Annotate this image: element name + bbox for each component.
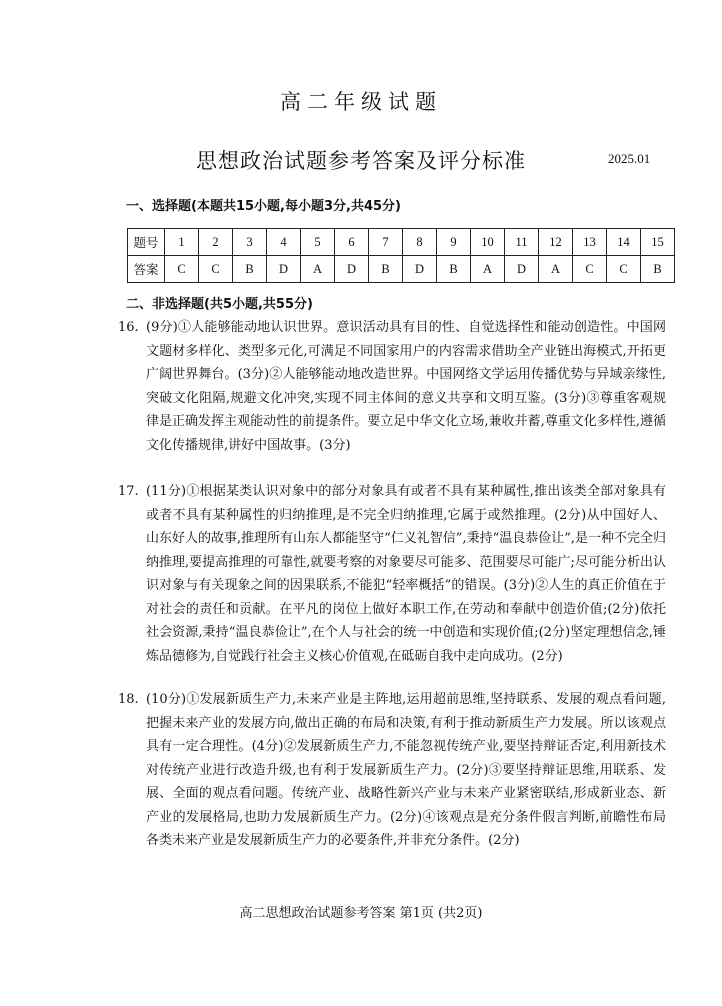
row-label-answers: 答案 [128, 256, 165, 283]
answer-cell: A [471, 256, 505, 283]
section-1-heading: 一、选择题(本题共15小题,每小题3分,共45分) [126, 199, 401, 214]
question-number-cell: 7 [369, 229, 403, 256]
question-18 [118, 688, 666, 853]
question-number-cell: 5 [301, 229, 335, 256]
answer-table [127, 228, 675, 283]
question-number-cell: 8 [403, 229, 437, 256]
question-answer-text: (9分)①人能够能动地认识世界。意识活动具有目的性、自觉选择性和能动创造性。中国网文题材多样化、类型多元化,可满足不同国家用户的内容需求借助全产业链出海模式,开拓更广阔世界舞台。(3分)②人能够能动地改造世界。中国网络文学运用传播优势与异域亲缘性,突破文化阻隔,规避文化冲突,实现不同主体间的意义共享和文明互鉴。(3分)③尊重客观规律是正确发挥主观能动性的前提条件。要立足中华文化立场,兼收并蓄,尊重文化多样性,遵循文化传播规律,讲好中国故事。(3分) [146, 320, 666, 453]
question-number-cell: 9 [437, 229, 471, 256]
section-2-heading: 二、非选择题(共5小题,共55分) [126, 297, 313, 312]
answer-cell: A [301, 256, 335, 283]
document-subtitle: 思想政治试题参考答案及评分标准 [196, 149, 526, 173]
question-number-cell: 3 [233, 229, 267, 256]
answer-cell: D [505, 256, 539, 283]
question-number-cell: 4 [267, 229, 301, 256]
question-number-cell: 13 [573, 229, 607, 256]
question-number: 17. [118, 484, 139, 499]
answer-cell: C [199, 256, 233, 283]
row-label-numbers: 题号 [128, 229, 165, 256]
question-number-cell: 1 [165, 229, 199, 256]
question-16 [118, 316, 666, 457]
page-title: 高二年级试题 [280, 90, 442, 114]
question-number-cell: 11 [505, 229, 539, 256]
question-number-cell: 10 [471, 229, 505, 256]
question-number-cell: 14 [607, 229, 641, 256]
answer-cell: B [369, 256, 403, 283]
answer-cell: D [403, 256, 437, 283]
document-date: 2025.01 [608, 151, 651, 166]
question-17 [118, 480, 666, 668]
question-answer-text: (10分)①发展新质生产力,未来产业是主阵地,运用超前思维,坚持联系、发展的观点看问题,把握未来产业的发展方向,做出正确的布局和决策,有利于推动新质生产力发展。所以该观点具有一定合理性。(4分)②发展新质生产力,不能忽视传统产业,要坚持辩证否定,利用新技术对传统产业进行改造升级,也有利于发展新质生产力。(2分)③要坚持辩证思维,用联系、发展、全面的观点看问题。传统产业、战略性新兴产业与未来产业紧密联结,形成新业态、新产业的发展格局,也助力发展新质生产力。(2分)④该观点是充分条件假言判断,前瞻性布局各类未来产业是发展新质生产力的必要条件,并非充分条件。(2分) [146, 692, 666, 848]
question-number-cell: 12 [539, 229, 573, 256]
answer-cell: D [335, 256, 369, 283]
answer-cell: D [267, 256, 301, 283]
question-answer-text: (11分)①根据某类认识对象中的部分对象具有或者不具有某种属性,推出该类全部对象具有或者不具有某种属性的归纳推理,是不完全归纳推理,它属于或然推理。(2分)从中国好人、山东好人的故事,推理所有山东人都能坚守“仁义礼智信”,秉持“温良恭俭让”,是一种不完全归纳推理,要提高推理的可靠性,就要考察的对象要尽可能多、范围要尽可能广;尽可能分析出认识对象与有关现象之间的因果联系,不能犯“轻率概括”的错误。(3分)②人生的真正价值在于对社会的责任和贡献。在平凡的岗位上做好本职工作,在劳动和奉献中创造价值;(2分)依托社会资源,秉持“温良恭俭让”,在个人与社会的统一中创造和实现价值;(2分)坚定理想信念,锤炼品德修为,自觉践行社会主义核心价值观,在砥砺自我中走向成功。(2分) [146, 484, 666, 664]
answer-cell: B [233, 256, 267, 283]
page-footer: 高二思想政治试题参考答案 第1页 (共2页) [239, 906, 483, 921]
question-number-cell: 15 [641, 229, 675, 256]
question-number-cell: 6 [335, 229, 369, 256]
answer-cell: C [165, 256, 199, 283]
answer-cell: C [607, 256, 641, 283]
answer-cell: A [539, 256, 573, 283]
answer-cell: C [573, 256, 607, 283]
answer-cell: B [437, 256, 471, 283]
answer-cell: B [641, 256, 675, 283]
question-number: 18. [118, 692, 139, 707]
question-number-cell: 2 [199, 229, 233, 256]
question-number: 16. [118, 320, 139, 335]
answer-table-number-row [128, 229, 675, 256]
answer-table-answer-row [128, 256, 675, 283]
